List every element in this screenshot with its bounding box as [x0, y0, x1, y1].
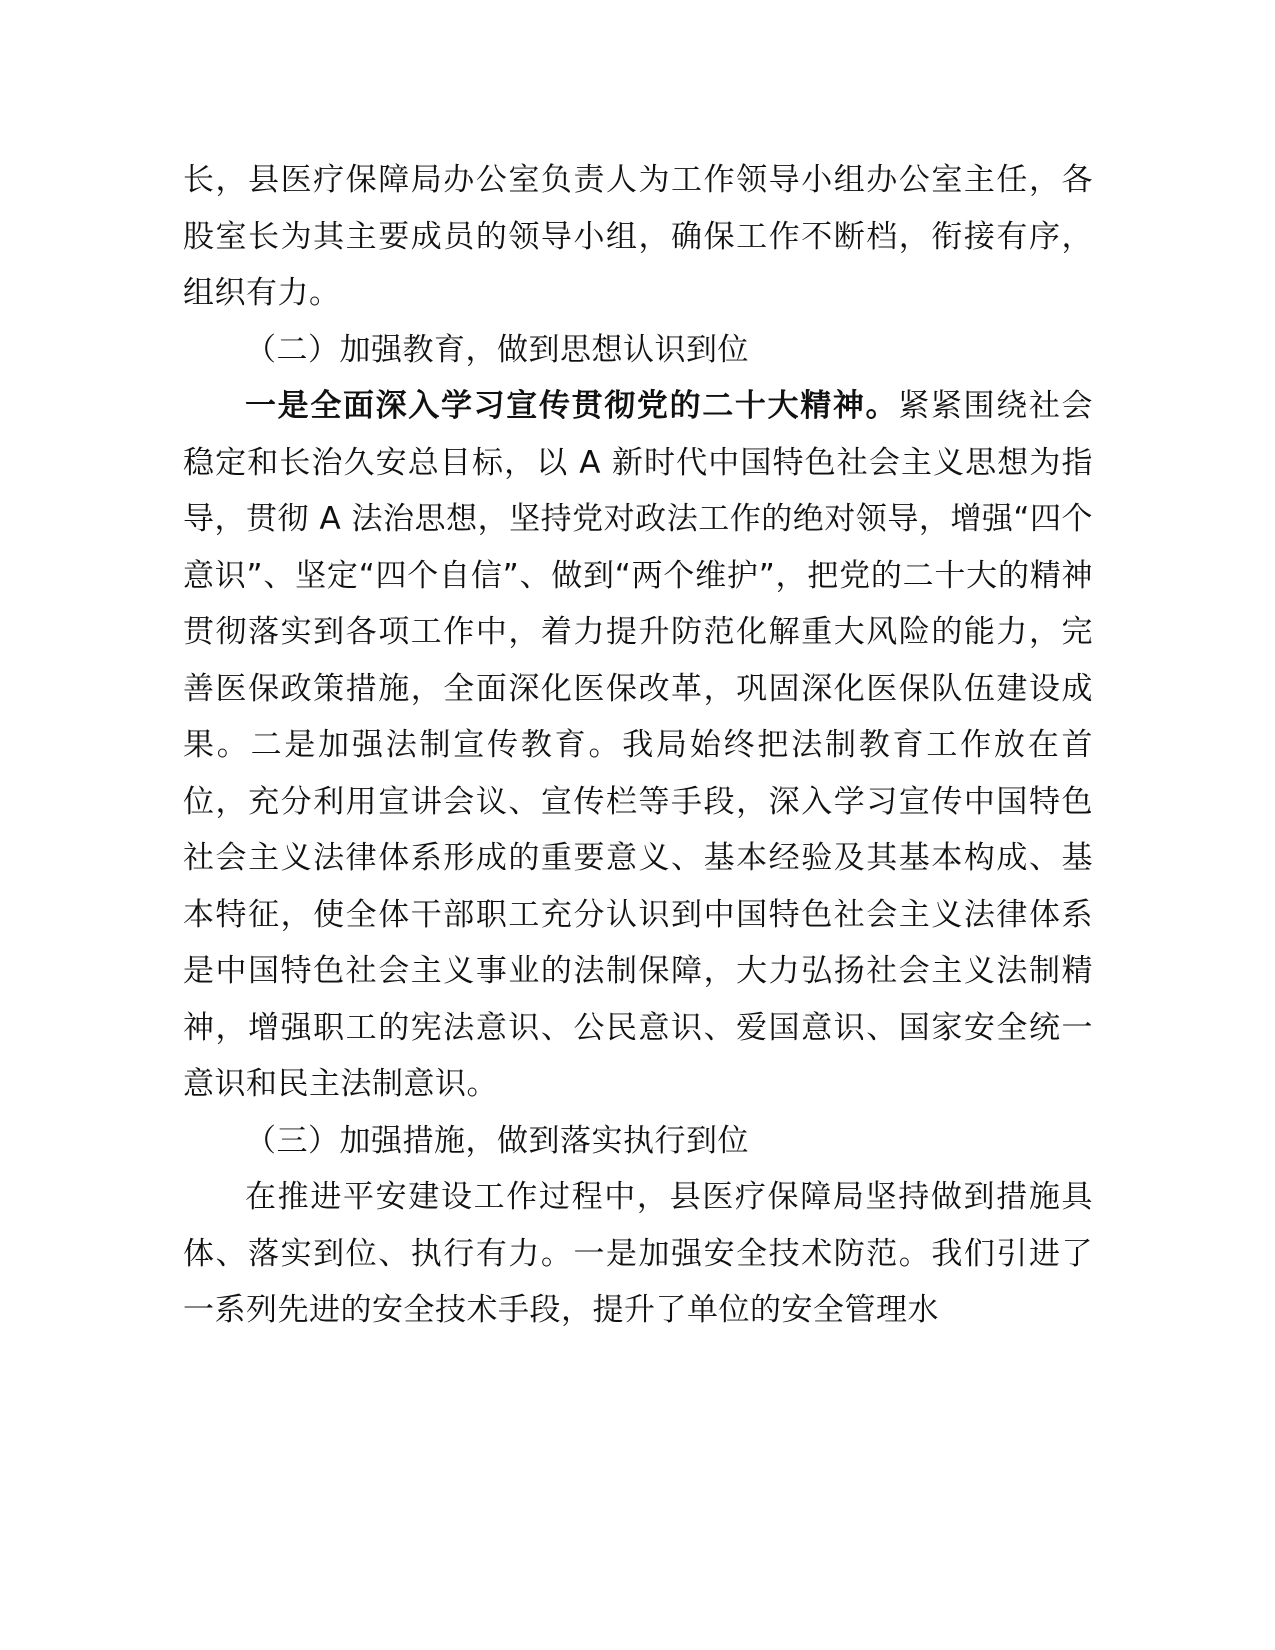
paragraph-measures: 在推进平安建设工作过程中，县医疗保障局坚持做到措施具体、落实到位、执行有力。一是加强安全技术防范。我们引进了一系列先进的安全技术手段，提升了单位的安全管理水	[183, 1179, 1093, 1328]
document-body	[183, 152, 1093, 1339]
paragraph-education	[183, 378, 1093, 1113]
section-heading-2: （二）加强教育，做到思想认识到位	[245, 331, 749, 368]
paragraph-education-lead: 一是全面深入学习宣传贯彻党的二十大精神。	[245, 388, 899, 424]
paragraph-continued: 长，县医疗保障局办公室负责人为工作领导小组办公室主任，各股室长为其主要成员的领导小组，确保工作不断档，衔接有序，组织有力。	[183, 162, 1093, 311]
paragraph-education-text: 紧紧围绕社会稳定和长治久安总目标，以 A 新时代中国特色社会主义思想为指导，贯彻 A 法治思想，坚持党对政法工作的绝对领导，增强“四个意识”、坚定“四个自信”、做到“两个维护”，把党的二十大的精神贯彻落实到各项工作中，着力提升防范化解重大风险的能力，完善医保政策措施，全面深化医保改革，巩固深化医保队伍建设成果。二是加强法制宣传教育。我局始终把法制教育工作放在首位，充分利用宣讲会议、宣传栏等手段，深入学习宣传中国特色社会主义法律体系形成的重要意义、基本经验及其基本构成、基本特征，使全体干部职工充分认识到中国特色社会主义法律体系是中国特色社会主义事业的法制保障，大力弘扬社会主义法制精神，增强职工的宪法意识、公民意识、爱国意识、国家安全统一意识和民主法制意识。	[183, 388, 1094, 1102]
section-heading-3: （三）加强措施，做到落实执行到位	[245, 1122, 749, 1159]
